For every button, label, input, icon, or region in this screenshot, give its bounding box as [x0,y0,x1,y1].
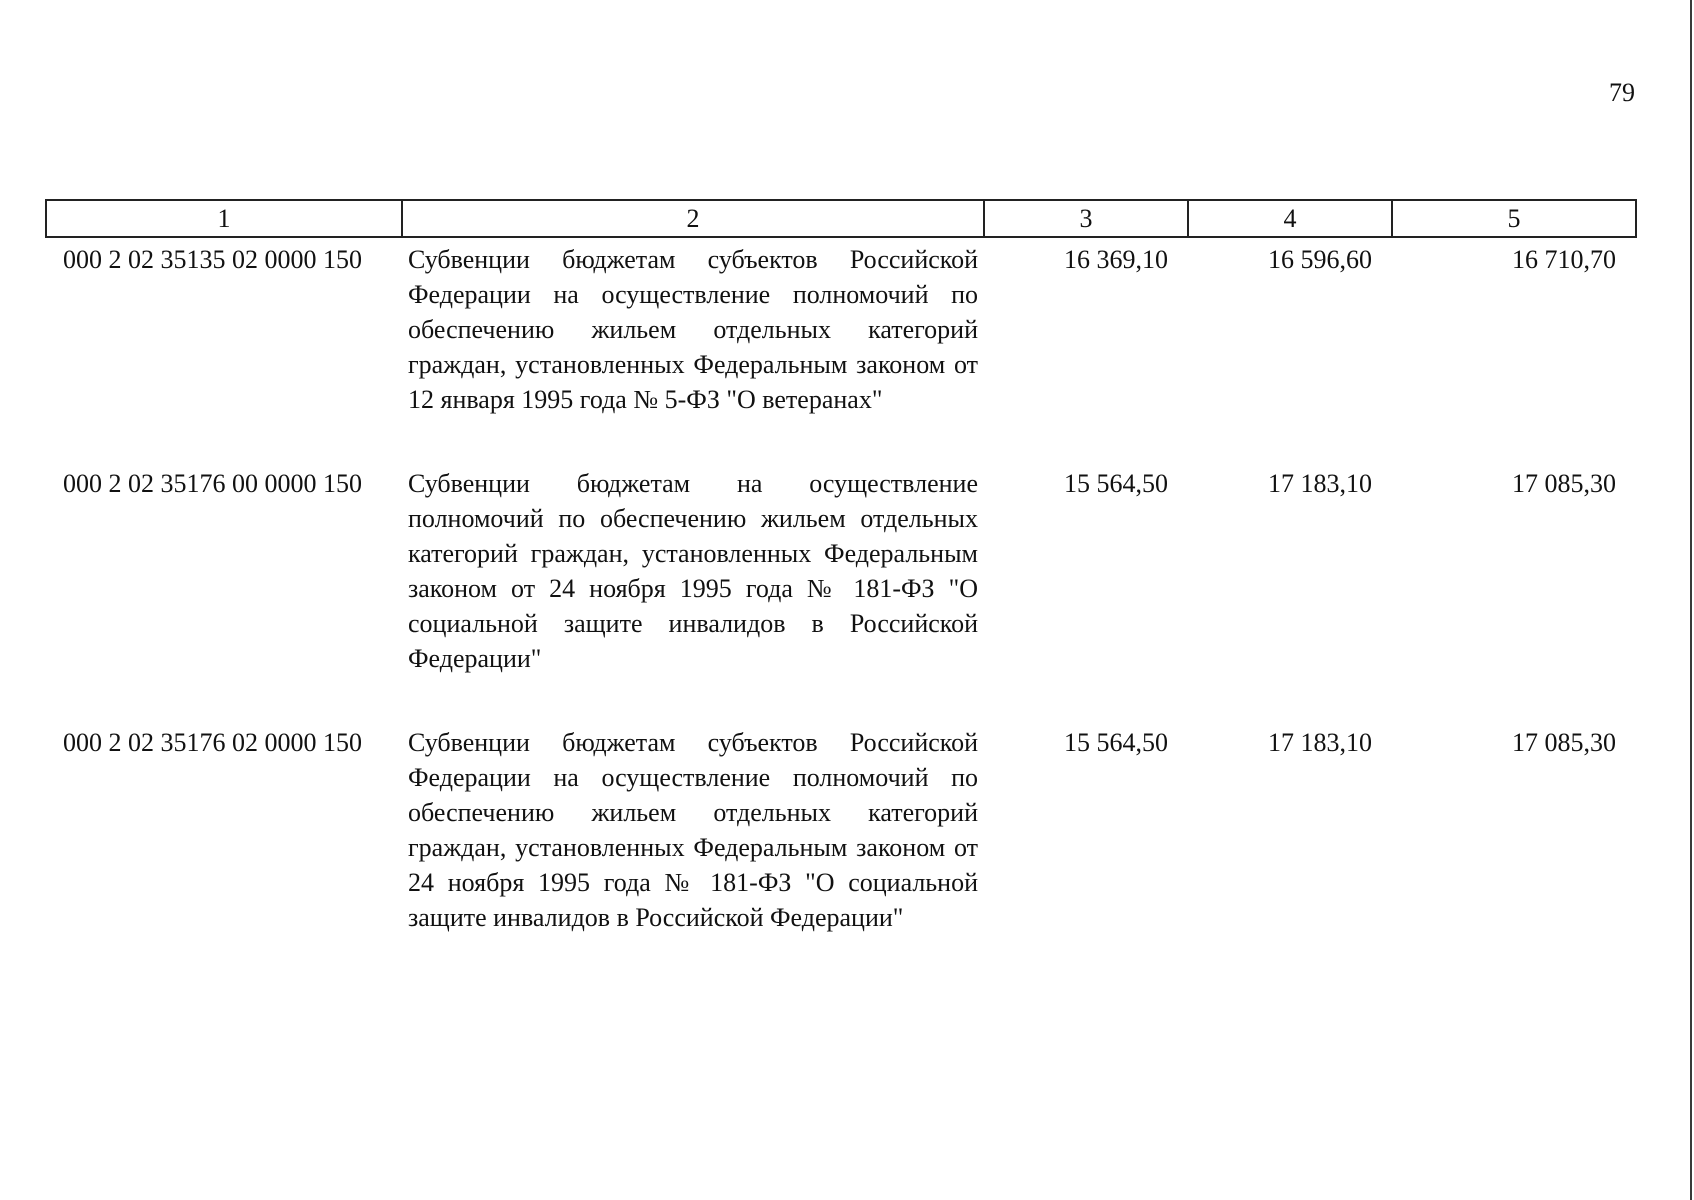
amount-col-5: 17 085,30 [1512,469,1616,498]
budget-code: 000 2 02 35176 00 0000 150 [63,469,362,498]
header-row [46,200,1636,237]
amount-col-3: 16 369,10 [1064,245,1168,274]
budget-code: 000 2 02 35176 02 0000 150 [63,728,362,757]
header-col-3: 3 [984,200,1188,237]
amount-col-3: 15 564,50 [1064,469,1168,498]
amount-col-4: 17 183,10 [1268,469,1372,498]
table-body [46,237,1636,980]
page-edge-line [1690,0,1692,1200]
amount-col-3: 15 564,50 [1064,728,1168,757]
header-col-1: 1 [46,200,402,237]
table-row [46,237,1636,462]
header-col-2: 2 [402,200,984,237]
header-col-5: 5 [1392,200,1636,237]
table-row [46,462,1636,721]
amount-col-5: 16 710,70 [1512,245,1616,274]
page-number: 79 [1609,78,1635,107]
table-row [46,721,1636,980]
row-description: Субвенции бюджетам субъектов Российской Федерации на осуществление полномочий по обеспечению жильем отдельных категорий граждан, установленных Федеральным законом от 24 ноября 1995 года № 181-ФЗ "О социальной защите инвалидов в Российской Федерации" [408,728,978,932]
row-description: Субвенции бюджетам субъектов Российской Федерации на осуществление полномочий по обеспечению жильем отдельных категорий граждан, установленных Федеральным законом от 12 января 1995 года № 5-ФЗ "О ветеранах" [408,245,978,414]
header-col-4: 4 [1188,200,1392,237]
table-header [46,200,1636,237]
budget-table [45,199,1637,980]
row-description: Субвенции бюджетам на осуществление полномочий по обеспечению жильем отдельных категорий граждан, установленных Федеральным законом от 24 ноября 1995 года № 181-ФЗ "О социальной защите инвалидов в Российской Федерации" [408,469,978,673]
amount-col-5: 17 085,30 [1512,728,1616,757]
amount-col-4: 17 183,10 [1268,728,1372,757]
budget-code: 000 2 02 35135 02 0000 150 [63,245,362,274]
amount-col-4: 16 596,60 [1268,245,1372,274]
